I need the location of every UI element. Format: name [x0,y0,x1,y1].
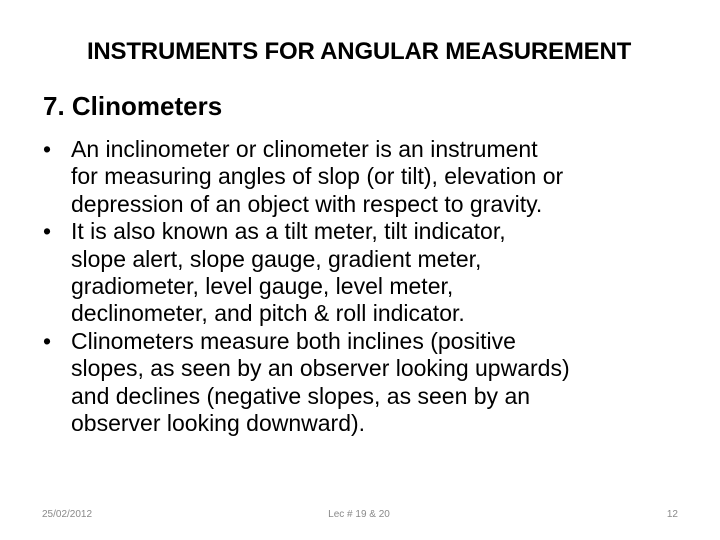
bullet-text: It is also known as a tilt meter, tilt indicator, slope alert, slope gauge, gradient meter, gradiometer, level gauge, level meter, declinometer, and pitch & roll indicator. [71,218,506,327]
section-heading: 7. Clinometers [43,91,223,121]
slide-title: INSTRUMENTS FOR ANGULAR MEASUREMENT [86,38,632,65]
bullet-icon: • [43,136,52,162]
bullet-text: Clinometers measure both inclines (positive slopes, as seen by an observer looking upwards) and declines (negative slopes, as seen by an observer looking downward). [71,327,570,437]
footer-date: 25/02/2012 [42,509,93,520]
bullet-item [43,328,683,438]
bullet-icon: • [43,327,52,354]
bullet-list [43,136,683,437]
footer-lecture: Lec # 19 & 20 [328,509,390,520]
bullet-text: An inclinometer or clinometer is an instrument for measuring angles of slop (or tilt), elevation or depression of an object with respect to gravity. [71,136,564,217]
bullet-item [43,218,683,328]
bullet-icon: • [43,218,52,245]
bullet-item [43,136,683,218]
page-number: 12 [666,509,678,520]
